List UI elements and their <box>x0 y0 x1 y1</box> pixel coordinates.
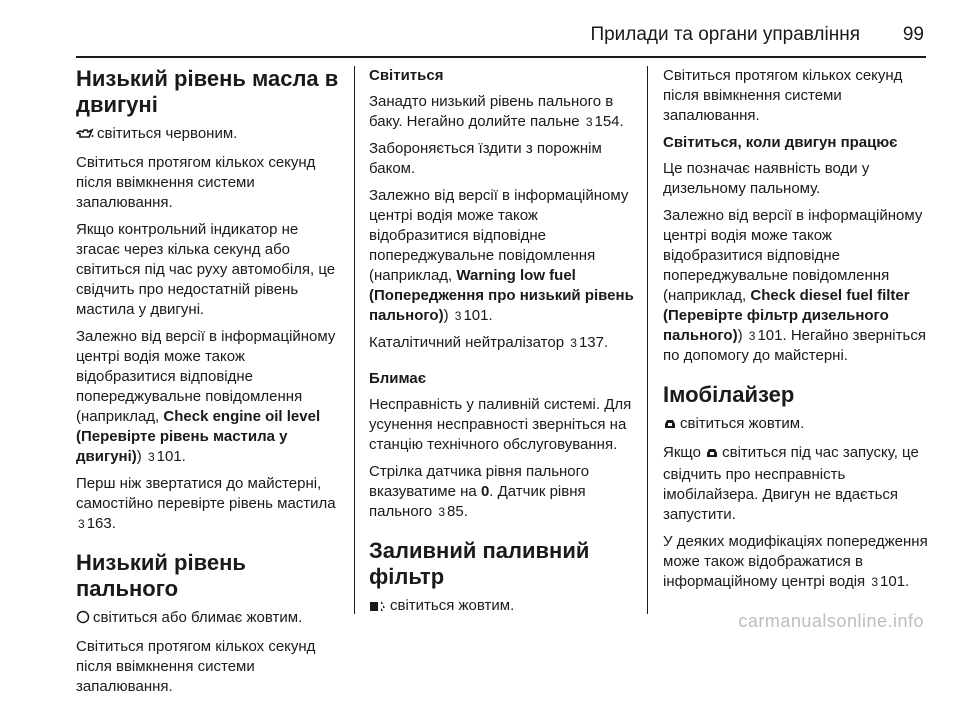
flash-paragraph-1: Несправність у паливній системі. Для усунення несправності зверніться на станцію технічного обслуговування. <box>369 396 632 453</box>
filter-paragraph-1: Світиться протягом кількох секунд після ввімкнення системи запалювання. <box>663 67 903 124</box>
oil-paragraph-3-text: Залежно від версії в інформаційному центрі водія може також відобразитися відповідне попереджувальне повідомлення (наприклад, <box>76 328 336 425</box>
heading-low-fuel: Низький рівень пального <box>76 550 246 601</box>
page-ref-arrow-icon: 3 <box>570 336 577 350</box>
lit-paragraph-1-page-ref[interactable]: 154. <box>594 113 624 130</box>
oil-paragraph-1: Світиться протягом кількох секунд після ввімкнення системи запалювання. <box>76 154 316 211</box>
page-ref-arrow-icon: 3 <box>147 450 155 464</box>
car-key-icon <box>663 416 677 436</box>
low-fuel-warning-message: Warning low fuel (Попередження про низький рівень пального) <box>369 267 634 324</box>
filter-indicator-line <box>369 596 637 618</box>
immobilizer-indicator-caption: світиться жовтим. <box>680 415 805 432</box>
oil-paragraph-4 <box>76 474 344 534</box>
immobilizer-paragraph-2-text: У деяких модифікаціях попередження може також відображатися в інформаційному центрі водія <box>663 533 928 590</box>
immobilizer-paragraph-1-text-b: світиться під час запуску, це свідчить про несправність імобілайзера. Двигун не вдається запустити. <box>663 444 919 523</box>
lit-paragraph-3-text: Залежно від версії в інформаційному центрі водія може також відобразитися відповідне попереджувальне повідомлення (наприклад, <box>369 187 629 284</box>
fuel-indicator-caption: світиться або блимає жовтим. <box>93 609 303 626</box>
gauge-zero-value: 0 <box>480 483 490 500</box>
column-1 <box>76 66 344 704</box>
lit-paragraph-3: Залежно від версії в інформаційному центрі водія може також відобразитися відповідне попереджувальне повідомлення (наприклад, Warning low fuel (Попередження про низький рівень пального)) 3 101. <box>369 187 634 324</box>
immobilizer-indicator-line <box>663 414 931 436</box>
oil-can-icon <box>76 126 94 146</box>
filter-paragraph-2: Це позначає наявність води у дизельному пальному. <box>663 160 870 197</box>
diesel-filter-warning-message: Check diesel fuel filter (Перевірте фільтр дизельного пального) <box>663 287 910 344</box>
column-divider-2 <box>647 66 648 614</box>
lit-paragraph-2: Забороняється їздити з порожнім баком. <box>369 140 602 177</box>
filter-paragraph-3: Залежно від версії в інформаційному центрі водія може також відобразитися відповідне попереджувальне повідомлення (наприклад, Check diesel fuel filter (Перевірте фільтр дизельного пального)) 3 101. Негайно зверніться по допомогу до майстерні. <box>663 207 926 364</box>
filter-paragraph-3-text-b: Негайно зверніться по допомогу до майстерні. <box>663 327 926 364</box>
oil-paragraph-2: Якщо контрольний індикатор не згасає через кілька секунд або світиться під час руху автомобіля, це свідчить про недостатній рівень мастила у двигуні. <box>76 221 336 318</box>
heading-lit-engine-running: Світиться, коли двигун працює <box>663 134 898 151</box>
page-ref-arrow-icon: 3 <box>78 517 85 531</box>
page-ref-arrow-icon: 3 <box>871 575 879 589</box>
page-number: 99 <box>902 24 924 45</box>
lit-paragraph-4-text: Каталітичний нейтралізатор <box>369 334 565 351</box>
page-ref-arrow-icon: 3 <box>454 309 462 323</box>
page-ref-arrow-icon: 3 <box>585 115 593 129</box>
lit-paragraph-4-page-ref[interactable]: 137. <box>578 334 609 351</box>
flash-paragraph-2 <box>369 462 637 522</box>
watermark: carmanualsonline.info <box>738 611 924 631</box>
immobilizer-paragraph-1-text: Якщо <box>663 444 701 461</box>
flash-paragraph-2-text: Стрілка датчика рівня пального вказуватиме на <box>369 463 590 500</box>
car-key-icon <box>705 445 719 465</box>
page-header-title: Прилади та органи управління <box>590 24 860 45</box>
water-in-fuel-icon <box>369 598 387 618</box>
immobilizer-paragraph-2 <box>663 532 931 592</box>
heading-immobilizer: Імобілайзер <box>663 382 795 407</box>
heading-fuel-filter: Заливний паливний фільтр <box>369 538 590 589</box>
filter-paragraph-3-text: Залежно від версії в інформаційному центрі водія може також відобразитися відповідне попереджувальне повідомлення (наприклад, <box>663 207 923 304</box>
immobilizer-paragraph-2-page-ref[interactable]: 101. <box>880 573 910 590</box>
lit-paragraph-4 <box>369 333 637 353</box>
column-divider-1 <box>354 66 355 614</box>
lit-paragraph-1-text: Занадто низький рівень пального в баку. Негайно долийте пальне <box>369 93 614 130</box>
immobilizer-paragraph-1 <box>663 443 931 525</box>
filter-paragraph-3-page-ref[interactable]: 101. <box>757 327 787 344</box>
header-divider <box>76 56 926 58</box>
heading-lit: Світиться <box>369 67 444 84</box>
oil-warning-message: Check engine oil level (Перевірте рівень мастила у двигуні) <box>76 408 321 465</box>
fuel-pump-icon <box>76 610 90 630</box>
column-2 <box>369 66 637 625</box>
oil-paragraph-4-text: Перш ніж звертатися до майстерні, самостійно перевірте рівень мастила <box>76 475 336 512</box>
oil-paragraph-3-page-ref[interactable]: 101. <box>156 448 186 465</box>
heading-flashes: Блимає <box>369 370 427 387</box>
flash-paragraph-2-page-ref[interactable]: 85. <box>447 503 468 520</box>
column-3 <box>663 66 931 599</box>
oil-paragraph-3: Залежно від версії в інформаційному центрі водія може також відобразитися відповідне попереджувальне повідомлення (наприклад, Check engine oil level (Перевірте рівень мастила у двигуні)) 3 101. <box>76 328 336 465</box>
lit-paragraph-1 <box>369 92 637 132</box>
oil-indicator-line <box>76 124 344 146</box>
flash-paragraph-2-text-b: . Датчик рівня пального <box>369 483 586 520</box>
page-ref-arrow-icon: 3 <box>438 505 446 519</box>
fuel-paragraph-1: Світиться протягом кількох секунд після ввімкнення системи запалювання. <box>76 638 316 695</box>
page-header <box>0 0 960 56</box>
oil-indicator-caption: світиться червоним. <box>97 125 238 142</box>
page-ref-arrow-icon: 3 <box>748 329 756 343</box>
filter-indicator-caption: світиться жовтим. <box>390 597 515 614</box>
lit-paragraph-3-page-ref[interactable]: 101. <box>463 307 493 324</box>
fuel-indicator-line <box>76 608 344 630</box>
oil-paragraph-4-page-ref[interactable]: 163. <box>86 515 116 532</box>
heading-low-oil: Низький рівень масла в двигуні <box>76 66 339 117</box>
